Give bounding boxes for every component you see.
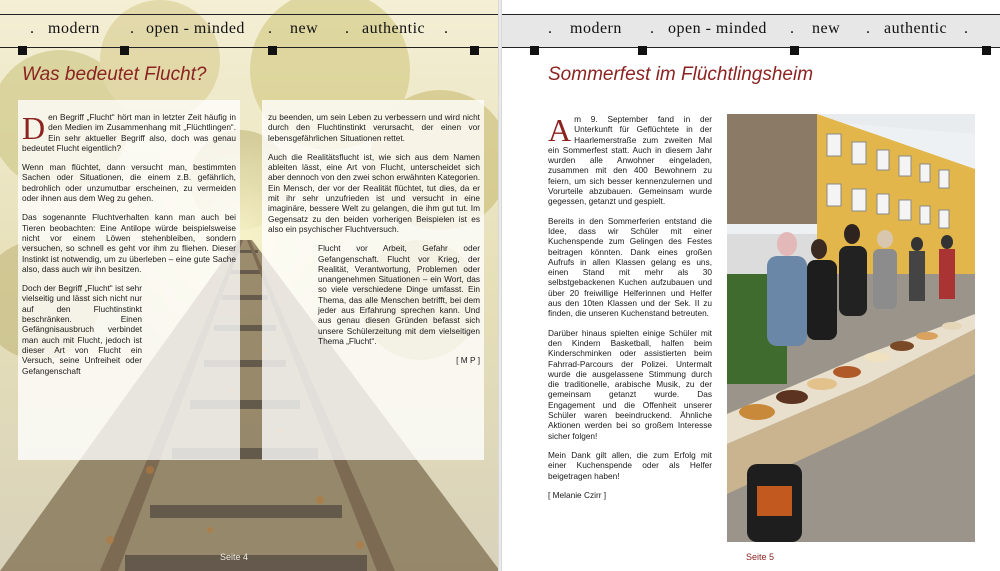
festival-photo — [727, 114, 975, 542]
article-column-1 — [22, 112, 236, 385]
tagline-word-modern: modern — [48, 20, 100, 37]
header-square — [120, 46, 129, 55]
article-title: Sommerfest im Flüchtlingsheim — [548, 64, 814, 85]
paragraph: Doch der Begriff „Flucht“ ist sehr vielseitig und lässt sich nicht nur auf den Fluchtinstinkt beschränken. Einen Gefängnisausbruch verbindet man auch mit Flucht, jedoch ist dieser Art von Flucht ein Versuch, seine Unfreiheit oder Gefangenschaft — [22, 283, 142, 376]
author-signature: [ M P ] — [456, 355, 480, 366]
tagline-dot: . — [130, 20, 135, 37]
tagline-word-modern: modern — [570, 20, 622, 37]
header-square — [790, 46, 799, 55]
header-square — [18, 46, 27, 55]
tagline-dot: . — [964, 20, 969, 37]
paragraph: Auch die Realitätsflucht ist, wie sich aus dem Namen ableiten lässt, eine Art von Flucht, unterscheidet sich aber dennoch von den zwei schon erwähnten Kategorien. Ein Mensch, der vor der Realität flüchtet, tut dies, da er mit ihr sehr unzufrieden ist und versucht in eine imaginäre, bessere Welt zu gelangen, die ihm gut tut. Im Gegensatz zu den beiden vorherigen Beispielen ist es also ein psychischer Fluchtversuch. — [268, 151, 480, 234]
tagline-word-new: new — [812, 20, 841, 37]
tagline-dot: . — [866, 20, 871, 37]
article-column-2 — [268, 112, 480, 366]
drop-cap: A — [548, 112, 572, 148]
paragraph: Bereits in den Sommerferien entstand die Idee, dass wir Schüler mit einer Kuchenspende zum Gelingen des Festes beitragen könnten. Dank eines großen Aufrufs in allen Klassen gelang es uns, einen Stand mit mehr als 30 selbstgebackenen Kuchen aufzubauen und über 20 freiwillige Helferinnen und Helfer aus den 10ten Klassen und der Sek. II zu finden, die unseren Kuchenstand betreuten. — [548, 215, 712, 319]
tagline-word-authentic: authentic — [362, 20, 426, 37]
tagline-dot: . — [548, 20, 553, 37]
page-number: Seite 5 — [746, 552, 775, 562]
paragraph: Darüber hinaus spielten einige Schüler mit den Kindern Basketball, halfen beim Kinderschminken oder assistierten beim Fahrrad-Parcours der Polizei. Untermalt wurde die ausgelassene Stimmung durch die traditionelle, arabische Musik, zu der gemeinsam getanzt wurde. Das Engagement und die Offenheit unserer Schüler waren beeindruckend. Ähnliche Aktionen werden bei so großem Interesse sicher folgen! — [548, 327, 712, 441]
page-number: Seite 4 — [220, 552, 249, 562]
paragraph: zu beenden, um sein Leben zu verbessern und wird nicht durch den Fluchtinstinkt verursacht, der einen vor lebensgefährlichen Situationen rettet. — [268, 112, 480, 143]
paragraph: Am 9. September fand in der Unterkunft für Geflüchtete in der Haarlemerstraße zum zweiten Mal ein Sommerfest statt. Auch in diesem Jahr wurden alle Anwohner eingeladen, zusammen mit den 400 Bewohnern zu feiern, um sich besser kennenzulernen und Vorurteile abzubauen. Gemeinsam wurde gegessen, getanzt und gespielt. — [548, 112, 712, 207]
paragraph: Den Begriff „Flucht“ hört man in letzter Zeit häufig in den Medien im Zusammenhang mit „Flüchtlingen“. Ein sehr aktueller Begriff also, doch was genau bedeutet Flucht eigentlich? — [22, 110, 236, 153]
drop-cap: D — [22, 110, 46, 146]
spine — [498, 0, 502, 571]
header-bar — [0, 14, 500, 48]
paragraph: Mein Dank gilt allen, die zum Erfolg mit einer Kuchenspende oder als Helfer beigetragen haben! — [548, 449, 712, 481]
article-title: Was bedeutet Flucht? — [22, 64, 207, 85]
header-square — [470, 46, 479, 55]
header-square — [638, 46, 647, 55]
header-bar — [500, 14, 1000, 48]
paragraph: Flucht vor Arbeit, Gefahr oder Gefangenschaft. Flucht vor Krieg, der Realität, Verantwortung, Problemen oder unangenehmen Situationen – ein Wort, das so viele verschiedene Dinge umfasst. Ein Thema, das alle Menschen betrifft, bei dem jeder aus Erfahrung sprechen kann. Und aus genau diesen Gründen befasst sich unsere Schülerzeitung mit dem vielseitigen Thema „Flucht“. — [318, 243, 480, 346]
tagline-word-new: new — [290, 20, 319, 37]
header-square — [268, 46, 277, 55]
tagline-dot: . — [345, 20, 350, 37]
tagline-dot: . — [650, 20, 655, 37]
tagline-dot: . — [30, 20, 35, 37]
tagline-dot: . — [444, 20, 449, 37]
paragraph: Wenn man flüchtet, dann versucht man, bestimmten Sachen oder Situationen, die einem z.B. gefährlich, bedrohlich oder unzumutbar erscheinen, zu vermeiden oder ihnen aus dem Weg zu gehen. — [22, 162, 236, 204]
tagline-dot: . — [268, 20, 273, 37]
header-square — [982, 46, 991, 55]
header-square — [530, 46, 539, 55]
paragraph: Das sogenannte Fluchtverhalten kann man auch bei Tieren beobachten: Eine Antilope würde beispielsweise nicht vor einem Löwen stehenbleiben, sondern versuchen, so schnell es geht vor ihm zu fliehen. Dieser Instinkt ist notwendig, um zu überleben – eine gute Sache also, dass auch wir ihn besitzen. — [22, 212, 236, 274]
tagline-word-open-minded: open - minded — [146, 20, 245, 37]
article-column — [548, 114, 712, 500]
tagline-word-authentic: authentic — [884, 20, 948, 37]
author-signature: [ Melanie Czirr ] — [548, 489, 607, 500]
tagline-word-open-minded: open - minded — [668, 20, 767, 37]
tagline-dot: . — [790, 20, 795, 37]
